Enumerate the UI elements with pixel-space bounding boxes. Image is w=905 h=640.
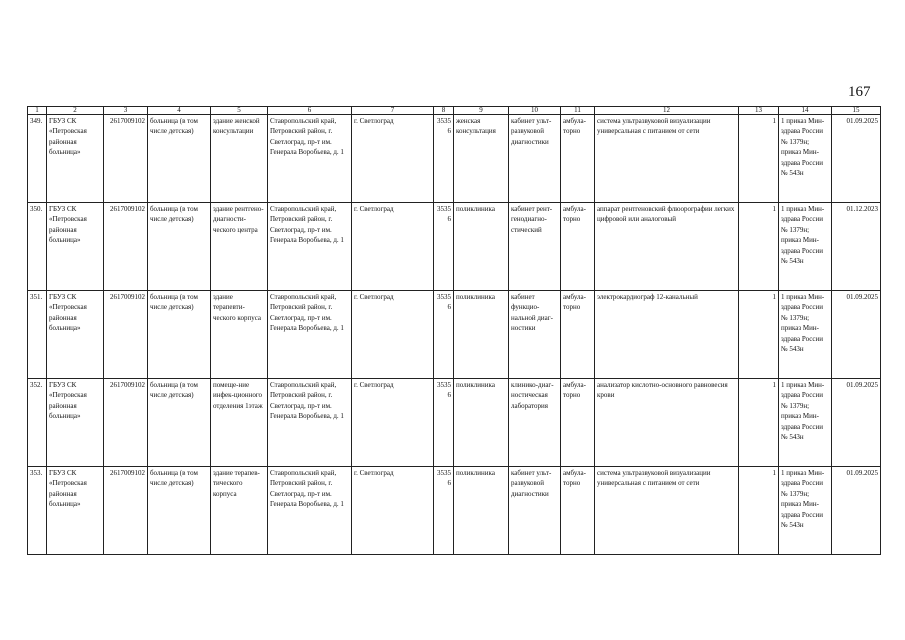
quantity-value: 1 xyxy=(781,469,785,477)
column-number: 14 xyxy=(779,107,832,115)
order-text: приказ Мин-здрава России № 1379н; приказ Мин-здрава России № 543н xyxy=(781,293,825,354)
order-text: приказ Мин-здрава России № 1379н; приказ Мин-здрава России № 543н xyxy=(781,117,825,178)
order-text: приказ Мин-здрава России № 1379н; приказ Мин-здрава России № 543н xyxy=(781,205,825,266)
equipment-cell: система ультразвуковой визуализации универсальная с питанием от сети xyxy=(595,115,739,203)
row-number: 353. xyxy=(28,467,47,555)
table-row xyxy=(28,291,881,379)
column-number: 11 xyxy=(561,107,595,115)
code-cell: 2617009102 xyxy=(104,291,148,379)
quantity-cell: 1 xyxy=(739,291,779,379)
quantity-cell: 1 xyxy=(739,203,779,291)
date-cell: 01.12.2023 xyxy=(832,203,881,291)
city-cell: г. Светлоград xyxy=(352,203,434,291)
order-cell xyxy=(779,203,832,291)
order-cell xyxy=(779,467,832,555)
facility-type-cell: больница (в том числе детская) xyxy=(148,115,211,203)
quantity-cell: 1 xyxy=(739,115,779,203)
address-cell: Ставропольский край, Петровский район, г. Светлоград, пр-т им. Генерала Воробьева, д. 1 xyxy=(268,379,352,467)
column-number: 8 xyxy=(434,107,454,115)
column-number: 1 xyxy=(28,107,47,115)
building-cell: здание женской консультации xyxy=(211,115,268,203)
date-cell: 01.09.2025 xyxy=(832,291,881,379)
row-number: 349. xyxy=(28,115,47,203)
column-number: 4 xyxy=(148,107,211,115)
quantity-value: 1 xyxy=(781,293,785,301)
facility-type-cell: больница (в том числе детская) xyxy=(148,291,211,379)
care-type-cell: амбула-торно xyxy=(561,115,595,203)
division-cell: поликлиника xyxy=(454,379,509,467)
city-cell: г. Светлоград xyxy=(352,291,434,379)
date-cell: 01.09.2025 xyxy=(832,379,881,467)
order-cell xyxy=(779,379,832,467)
facility-type-cell: больница (в том числе детская) xyxy=(148,467,211,555)
address-cell: Ставропольский край, Петровский район, г. Светлоград, пр-т им. Генерала Воробьева, д. 1 xyxy=(268,467,352,555)
quantity-value: 1 xyxy=(781,381,785,389)
division-cell: поликлиника xyxy=(454,467,509,555)
facility-type-cell: больница (в том числе детская) xyxy=(148,203,211,291)
code-cell: 2617009102 xyxy=(104,467,148,555)
order-cell xyxy=(779,291,832,379)
quantity-cell: 1 xyxy=(739,467,779,555)
building-cell: здание терапевти-ческого корпуса xyxy=(211,291,268,379)
organization-cell: ГБУЗ СК «Петровская районная больница» xyxy=(47,115,104,203)
quantity-value: 1 xyxy=(781,117,785,125)
column-number: 15 xyxy=(832,107,881,115)
row-number: 351. xyxy=(28,291,47,379)
division-cell: поликлиника xyxy=(454,291,509,379)
organization-cell: ГБУЗ СК «Петровская районная больница» xyxy=(47,291,104,379)
organization-cell: ГБУЗ СК «Петровская районная больница» xyxy=(47,203,104,291)
address-cell: Ставропольский край, Петровский район, г. Светлоград, пр-т им. Генерала Воробьева, д. 1 xyxy=(268,203,352,291)
care-type-cell: амбула-торно xyxy=(561,467,595,555)
city-cell: г. Светлоград xyxy=(352,379,434,467)
row-number: 352. xyxy=(28,379,47,467)
column-number: 9 xyxy=(454,107,509,115)
table-row xyxy=(28,115,881,203)
room-cell: кабинет рент-генодиагно-стический xyxy=(509,203,561,291)
column-number: 7 xyxy=(352,107,434,115)
order-text: приказ Мин-здрава России № 1379н; приказ Мин-здрава России № 543н xyxy=(781,469,825,530)
equipment-cell: электрокардиограф 12-канальный xyxy=(595,291,739,379)
column-number: 10 xyxy=(509,107,561,115)
organization-cell: ГБУЗ СК «Петровская районная больница» xyxy=(47,379,104,467)
okato-cell: 35356 xyxy=(434,379,454,467)
facility-type-cell: больница (в том числе детская) xyxy=(148,379,211,467)
date-cell: 01.09.2025 xyxy=(832,467,881,555)
equipment-cell: аппарат рентгеновский флюорографии легких цифровой или аналоговый xyxy=(595,203,739,291)
table-row xyxy=(28,379,881,467)
okato-cell: 35356 xyxy=(434,291,454,379)
page-number: 167 xyxy=(848,84,871,100)
equipment-cell: анализатор кислотно-основного равновесия крови xyxy=(595,379,739,467)
quantity-cell: 1 xyxy=(739,379,779,467)
date-cell: 01.09.2025 xyxy=(832,115,881,203)
column-number-row xyxy=(28,107,881,115)
table-row xyxy=(28,203,881,291)
column-number: 12 xyxy=(595,107,739,115)
room-cell: кабинет ульт-развуковой диагностики xyxy=(509,115,561,203)
address-cell: Ставропольский край, Петровский район, г. Светлоград, пр-т им. Генерала Воробьева, д. 1 xyxy=(268,115,352,203)
address-cell: Ставропольский край, Петровский район, г. Светлоград, пр-т им. Генерала Воробьева, д. 1 xyxy=(268,291,352,379)
column-number: 13 xyxy=(739,107,779,115)
quantity-value: 1 xyxy=(781,205,785,213)
room-cell: клинико-диаг-ностическая лаборатория xyxy=(509,379,561,467)
column-number: 2 xyxy=(47,107,104,115)
division-cell: поликлиника xyxy=(454,203,509,291)
division-cell: женская консультация xyxy=(454,115,509,203)
table-row xyxy=(28,467,881,555)
building-cell: здание терапев-тического корпуса xyxy=(211,467,268,555)
room-cell: кабинет функцио-нальной диаг-ностики xyxy=(509,291,561,379)
order-cell xyxy=(779,115,832,203)
building-cell: помеще-ние инфек-ционного отделения 1этаж xyxy=(211,379,268,467)
equipment-cell: система ультразвуковой визуализации универсальная с питанием от сети xyxy=(595,467,739,555)
okato-cell: 35356 xyxy=(434,115,454,203)
city-cell: г. Светлоград xyxy=(352,115,434,203)
okato-cell: 35356 xyxy=(434,203,454,291)
building-cell: здание рентгено-диагности-ческого центра xyxy=(211,203,268,291)
code-cell: 2617009102 xyxy=(104,379,148,467)
code-cell: 2617009102 xyxy=(104,115,148,203)
care-type-cell: амбула-торно xyxy=(561,203,595,291)
column-number: 5 xyxy=(211,107,268,115)
column-number: 6 xyxy=(268,107,352,115)
row-number: 350. xyxy=(28,203,47,291)
care-type-cell: амбула-торно xyxy=(561,291,595,379)
okato-cell: 35356 xyxy=(434,467,454,555)
order-text: приказ Мин-здрава России № 1379н; приказ Мин-здрава России № 543н xyxy=(781,381,825,442)
organization-cell: ГБУЗ СК «Петровская районная больница» xyxy=(47,467,104,555)
city-cell: г. Светлоград xyxy=(352,467,434,555)
column-number: 3 xyxy=(104,107,148,115)
register-table xyxy=(27,106,881,555)
code-cell: 2617009102 xyxy=(104,203,148,291)
room-cell: кабинет ульт-развуковой диагностики xyxy=(509,467,561,555)
care-type-cell: амбула-торно xyxy=(561,379,595,467)
